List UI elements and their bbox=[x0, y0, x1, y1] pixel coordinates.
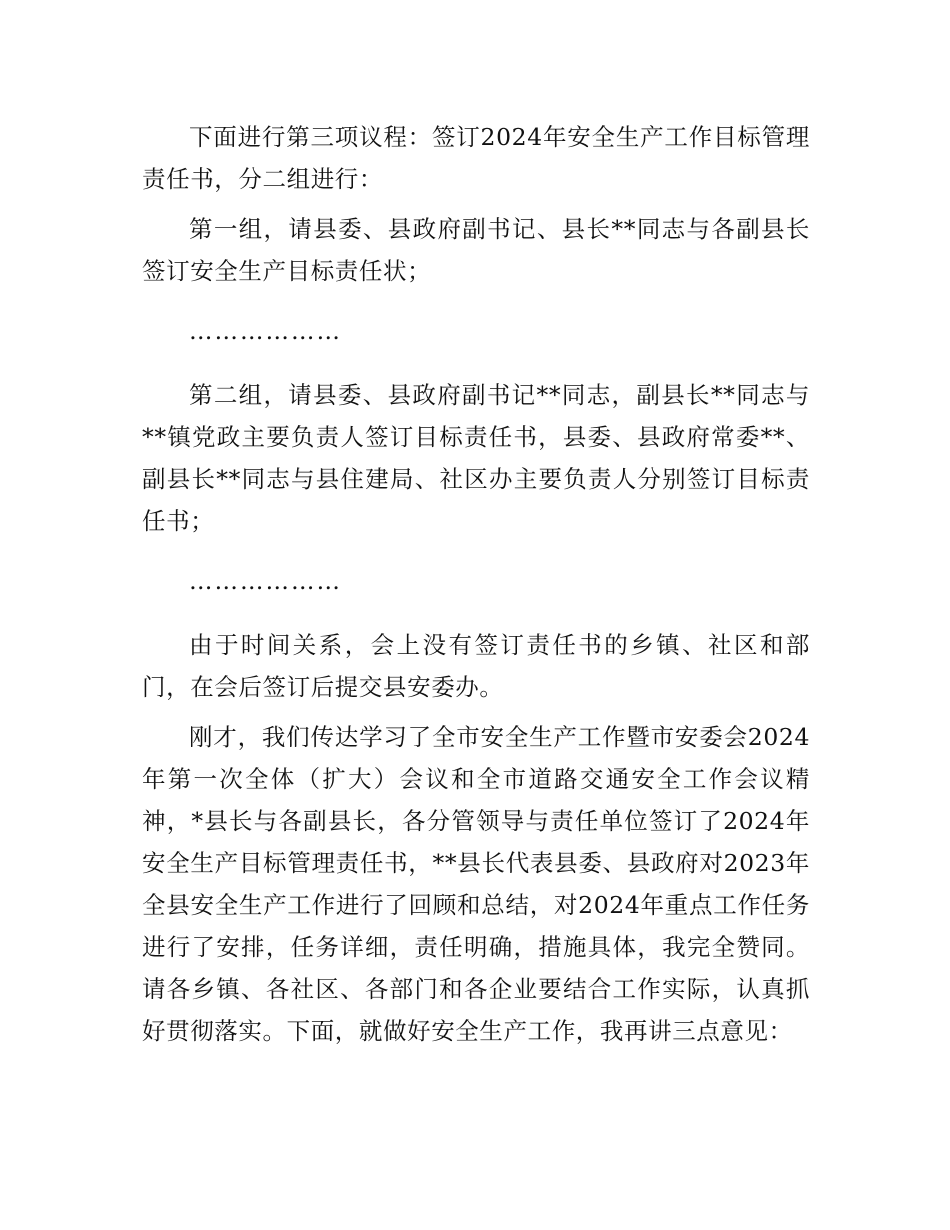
paragraph-time-note: 由于时间关系，会上没有签订责任书的乡镇、社区和部门，在会后签订后提交县安委办。 bbox=[142, 631, 810, 701]
paragraph-group-one: 第一组，请县委、县政府副书记、县长**同志与各副县长签订安全生产目标责任状； bbox=[142, 215, 810, 285]
paragraph-ellipsis-2: ……………… bbox=[189, 567, 342, 595]
paragraph-ellipsis-1: ……………… bbox=[189, 317, 342, 345]
document-body bbox=[142, 116, 810, 1060]
paragraph-summary: 刚才，我们传达学习了全市安全生产工作暨市安委会2024年第一次全体（扩大）会议和全市道路交通安全工作会议精神，*县长与各副县长，各分管领导与责任单位签订了2024年安全生产目标管理责任书，**县长代表县委、县政府对2023年全县安全生产工作进行了回顾和总结，对2024年重点工作任务进行了安排，任务详细，责任明确，措施具体，我完全赞同。请各乡镇、各社区、各部门和各企业要结合工作实际，认真抓好贯彻落实。下面，就做好安全生产工作，我再讲三点意见： bbox=[142, 723, 810, 1045]
paragraph-agenda-item-three: 下面进行第三项议程：签订2024年安全生产工作目标管理责任书，分二组进行： bbox=[142, 123, 810, 193]
paragraph-group-two: 第二组，请县委、县政府副书记**同志，副县长**同志与**镇党政主要负责人签订目标责任书，县委、县政府常委**、副县长**同志与县住建局、社区办主要负责人分别签订目标责任书； bbox=[142, 381, 810, 535]
